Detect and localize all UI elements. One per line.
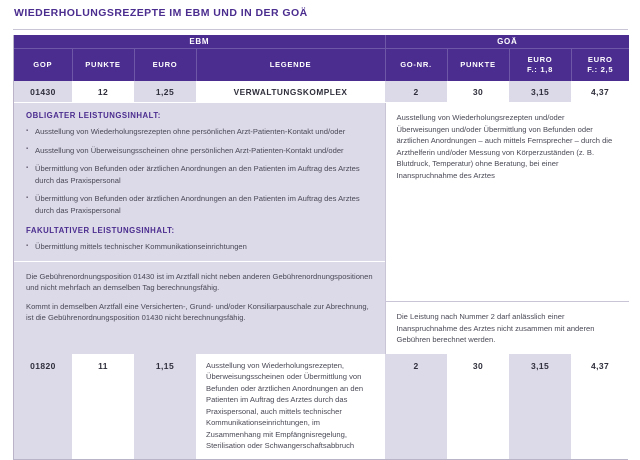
table-row-01430 bbox=[14, 81, 629, 103]
cell-goae-punkte-01430: 30 bbox=[447, 81, 509, 103]
goae-description-panel bbox=[385, 103, 629, 354]
title-section bbox=[0, 0, 640, 25]
band-goae: GOÄ bbox=[385, 35, 629, 49]
cell-euro-25-01430: 4,37 bbox=[571, 81, 629, 103]
cell-go-nr-01820: 2 bbox=[385, 354, 447, 459]
list-item: ▪ Übermittlung von Befunden oder ärztlichen Anordnungen an den Patienten im Auftrag des Arztes durch das Praxispersonal bbox=[26, 193, 375, 216]
ebm-note-paragraph: Die Gebührenordnungsposition 01430 ist im Arztfall nicht neben anderen Gebührenordnungspositionen und nicht mehrfach an demselben Tag berechnungsfähig. bbox=[26, 271, 373, 292]
goae-description-text: Ausstellung von Wiederholungsrezepten und/oder Überweisungen und/oder Übermittlung von Befunden oder ärztlichen Anordnungen – auch mittels Fernsprecher – durch die Arzthelferin und/oder Messung von Körperzuständen (z. B. Blutdruck, Temperatur) ohne Beratung, bei einer Inanspruchnahme des Arztes bbox=[396, 113, 613, 180]
fakultativer-list bbox=[26, 241, 375, 253]
list-item: ▪ Ausstellung von Überweisungsscheinen ohne persönlichen Arzt-Patienten-Kontakt und/oder bbox=[26, 145, 375, 157]
ebm-note-paragraph: Kommt in demselben Arztfall eine Versicherten-, Grund- und/oder Konsiliarpauschale zur Abrechnung, ist die Gebührenordnungsposition 01430 nicht berechnungsfähig. bbox=[26, 301, 369, 322]
table-band-row bbox=[14, 35, 629, 49]
cell-euro-01820: 1,15 bbox=[134, 354, 196, 459]
cell-euro-01430: 1,25 bbox=[134, 81, 196, 103]
page-title: WIEDERHOLUNGSREZEPTE IM EBM UND IN DER GOÄ bbox=[14, 7, 308, 19]
obligater-heading: OBLIGATER LEISTUNGSINHALT: bbox=[26, 111, 161, 120]
cell-euro-18-01430: 3,15 bbox=[509, 81, 571, 103]
band-ebm: EBM bbox=[14, 35, 385, 49]
fakultativer-heading: FAKULTATIVER LEISTUNGSINHALT: bbox=[26, 226, 175, 235]
column-header-go-nr: GO-NR. bbox=[385, 49, 447, 82]
billing-table-frame bbox=[13, 35, 628, 460]
table-row-01820 bbox=[14, 354, 629, 459]
column-header-euro: EURO bbox=[134, 49, 196, 82]
column-header-punkte: PUNKTE bbox=[72, 49, 134, 82]
list-item: ▪ Übermittlung mittels technischer Kommunikationseinrichtungen bbox=[26, 241, 375, 253]
goae-panel-spacer bbox=[386, 189, 630, 301]
cell-legende-01820: Ausstellung von Wiederholungsrezepten, Überweisungsscheinen oder Übermittlung von Befunden oder ärztlichen Anordnungen an den Patienten im Auftrag des Arztes durch das Praxispersonal, auch mittels technischer Kommunikationseinrichtungen, im Zusammenhang mit Empfängnisregelung, Sterilisation oder Schwangerschaftsabbruch bbox=[196, 354, 385, 459]
cell-goae-punkte-01820: 30 bbox=[447, 354, 509, 459]
ebm-description-panel bbox=[14, 103, 385, 354]
cell-euro-18-01820: 3,15 bbox=[509, 354, 571, 459]
obligater-section bbox=[14, 103, 385, 224]
euro-25-line1: EURO bbox=[587, 55, 613, 64]
euro-18-line2: F.: 1,8 bbox=[527, 65, 554, 74]
description-panel-row bbox=[14, 103, 629, 354]
fakultativer-section bbox=[14, 224, 385, 261]
column-header-euro-faktor-25 bbox=[571, 49, 629, 82]
billing-table bbox=[14, 35, 629, 459]
column-header-legende: LEGENDE bbox=[196, 49, 385, 82]
euro-25-line2: F.: 2,5 bbox=[587, 65, 614, 74]
cell-legende-01430: VERWALTUNGSKOMPLEX bbox=[196, 81, 385, 103]
cell-euro-25-01820: 4,37 bbox=[571, 354, 629, 459]
list-item: ▪ Übermittlung von Befunden oder ärztlichen Anordnungen an den Patienten im Auftrag des Arztes durch das Praxispersonal bbox=[26, 163, 375, 186]
column-header-gop: GOP bbox=[14, 49, 72, 82]
title-divider bbox=[13, 29, 628, 30]
goae-notes-text: Die Leistung nach Nummer 2 darf anlässlich einer Inanspruchnahme des Arztes nicht zusammen mit anderen Gebühren berechnet werden. bbox=[396, 312, 595, 344]
column-header-euro-faktor-18 bbox=[509, 49, 571, 82]
cell-punkte-01820: 11 bbox=[72, 354, 134, 459]
list-item: ▪ Ausstellung von Wiederholungsrezepten ohne persönlichen Arzt-Patienten-Kontakt und/oder bbox=[26, 126, 375, 138]
cell-gop-01430: 01430 bbox=[14, 81, 72, 103]
euro-18-line1: EURO bbox=[527, 55, 553, 64]
obligater-list bbox=[26, 126, 375, 216]
column-header-goae-punkte: PUNKTE bbox=[447, 49, 509, 82]
ebm-notes bbox=[14, 262, 385, 334]
cell-gop-01820: 01820 bbox=[14, 354, 72, 459]
cell-punkte-01430: 12 bbox=[72, 81, 134, 103]
cell-go-nr-01430: 2 bbox=[385, 81, 447, 103]
table-header-row bbox=[14, 49, 629, 82]
